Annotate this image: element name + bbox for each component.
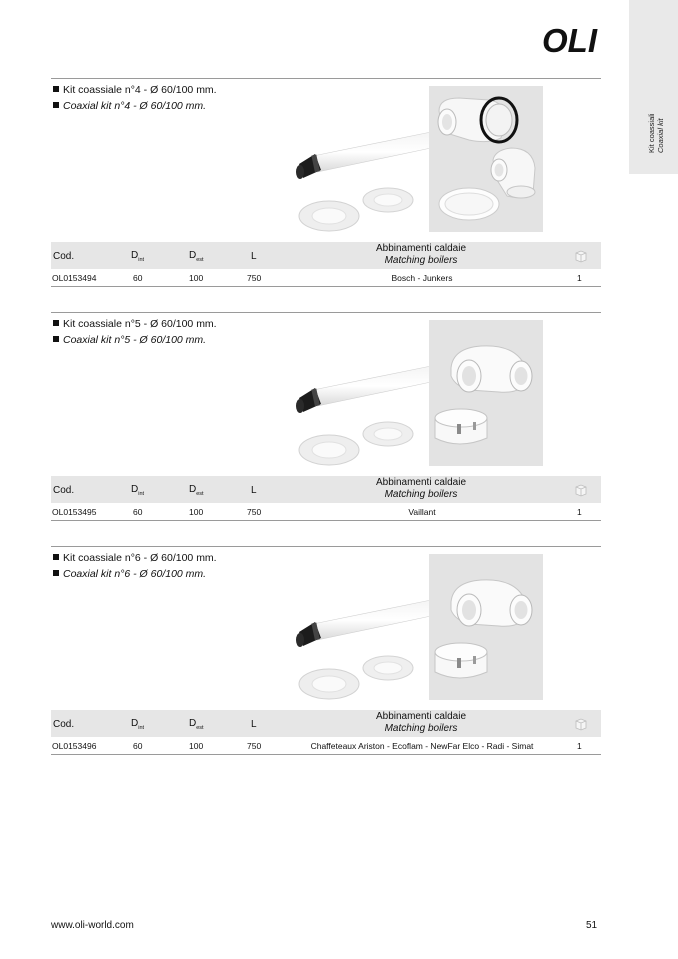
- header-matching-boilers: Abbinamenti caldaie Matching boilers: [375, 711, 467, 734]
- kit-title-en: Coaxial kit n°6 - Ø 60/100 mm.: [53, 568, 206, 581]
- kit-title-it: Kit coassiale n°6 - Ø 60/100 mm.: [53, 552, 217, 565]
- cell-dint: 60: [133, 273, 143, 283]
- package-box-icon: [573, 248, 589, 264]
- row-divider: [51, 754, 601, 755]
- header-cod: Cod.: [53, 485, 75, 496]
- cell-dint: 60: [133, 507, 143, 517]
- table-row: [51, 503, 601, 520]
- header-length: L: [251, 719, 257, 730]
- table-header: [51, 710, 601, 737]
- header-length: L: [251, 485, 257, 496]
- fitting-illustration: [429, 320, 543, 466]
- cell-dext: 100: [189, 741, 204, 751]
- section-divider: [51, 546, 601, 547]
- cell-dext: 100: [189, 273, 204, 283]
- table-header: [51, 476, 601, 503]
- cell-matching-boilers: Chaffeteaux Ariston - Ecoflam - NewFar Elco - Radi - Simat: [310, 741, 534, 751]
- fitting-photo: [429, 554, 543, 700]
- header-cod: Cod.: [53, 251, 75, 262]
- table-row: [51, 269, 601, 286]
- bullet-square-icon: [53, 102, 59, 108]
- product-section: [51, 546, 601, 758]
- cell-matching-boilers: Bosch - Junkers: [391, 273, 453, 283]
- header-length: L: [251, 251, 257, 262]
- coaxial-pipe-image: [291, 362, 431, 472]
- svg-text:Coaxial kit: Coaxial kit: [656, 118, 665, 153]
- bullet-square-icon: [53, 86, 59, 92]
- table-row: [51, 737, 601, 754]
- page-number: 51: [586, 920, 598, 931]
- kit-title-en: Coaxial kit n°4 - Ø 60/100 mm.: [53, 100, 206, 113]
- package-box-icon: [573, 482, 589, 498]
- cell-cod: OL0153494: [52, 273, 97, 283]
- row-divider: [51, 286, 601, 287]
- svg-text:OLI: OLI: [542, 22, 597, 56]
- fitting-illustration: [429, 86, 543, 232]
- header-matching-boilers: Abbinamenti caldaie Matching boilers: [375, 243, 467, 266]
- header-cod: Cod.: [53, 719, 75, 730]
- product-section: [51, 78, 601, 290]
- cell-cod: OL0153496: [52, 741, 97, 751]
- table-header: [51, 242, 601, 269]
- kit-title-it: Kit coassiale n°4 - Ø 60/100 mm.: [53, 84, 217, 97]
- header-dext: $D_{est}$: [189, 718, 204, 731]
- kit-title-it: Kit coassiale n°5 - Ø 60/100 mm.: [53, 318, 217, 331]
- cell-quantity: 1: [577, 507, 582, 517]
- coaxial-pipe-image: [291, 596, 431, 706]
- cell-matching-boilers: Vaillant: [408, 507, 436, 517]
- header-dext: $D_{est}$: [189, 484, 204, 497]
- cell-cod: OL0153495: [52, 507, 97, 517]
- header-dint: $D_{int}$: [131, 250, 145, 263]
- package-box-icon: [573, 716, 589, 732]
- oli-logo: [542, 22, 602, 56]
- product-section: [51, 312, 601, 524]
- cell-dint: 60: [133, 741, 143, 751]
- cell-quantity: 1: [577, 741, 582, 751]
- side-tab-label: [633, 105, 669, 155]
- cell-length: 750: [247, 507, 262, 517]
- coaxial-pipe-image: [291, 128, 431, 238]
- header-matching-boilers: Abbinamenti caldaie Matching boilers: [375, 477, 467, 500]
- bullet-square-icon: [53, 554, 59, 560]
- section-divider: [51, 78, 601, 79]
- bullet-square-icon: [53, 320, 59, 326]
- cell-length: 750: [247, 273, 262, 283]
- header-dext: $D_{est}$: [189, 250, 204, 263]
- cell-quantity: 1: [577, 273, 582, 283]
- bullet-square-icon: [53, 336, 59, 342]
- fitting-photo: [429, 86, 543, 232]
- section-divider: [51, 312, 601, 313]
- fitting-illustration: [429, 554, 543, 700]
- footer-website: www.oli-world.com: [51, 920, 134, 931]
- svg-text:Kit coassiali: Kit coassiali: [647, 113, 656, 153]
- row-divider: [51, 520, 601, 521]
- bullet-square-icon: [53, 570, 59, 576]
- kit-title-en: Coaxial kit n°5 - Ø 60/100 mm.: [53, 334, 206, 347]
- header-dint: $D_{int}$: [131, 484, 145, 497]
- fitting-photo: [429, 320, 543, 466]
- cell-length: 750: [247, 741, 262, 751]
- cell-dext: 100: [189, 507, 204, 517]
- header-dint: $D_{int}$: [131, 718, 145, 731]
